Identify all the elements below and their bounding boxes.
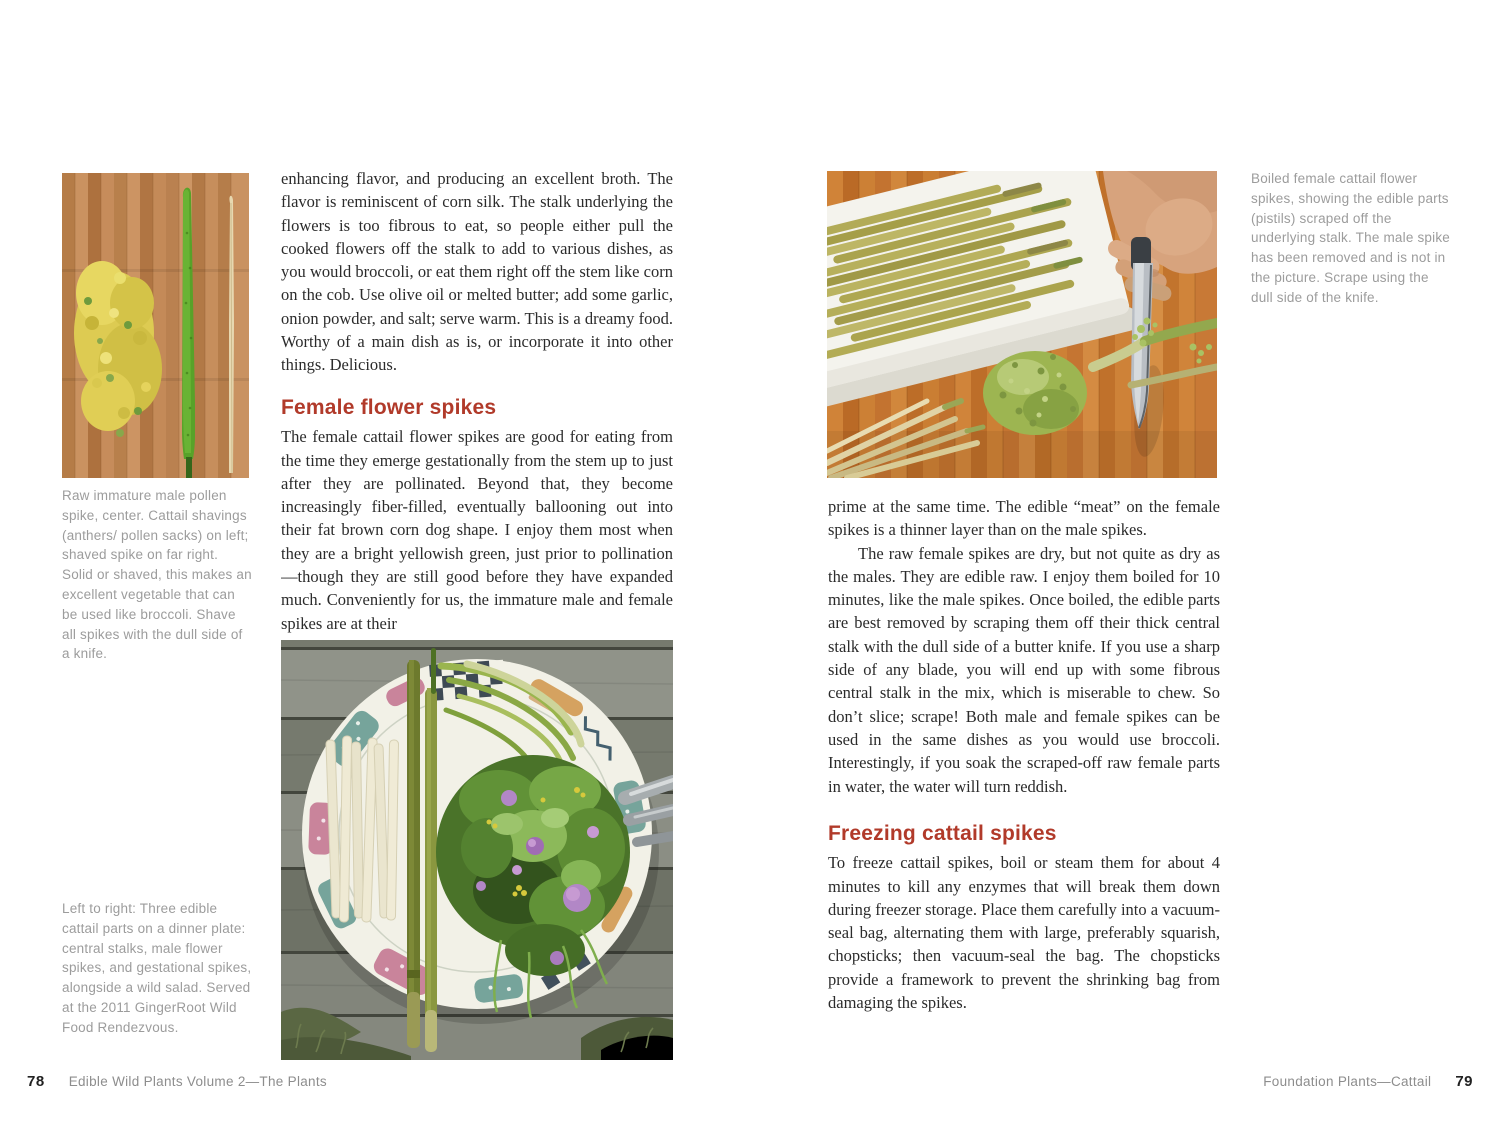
photo-male-pollen-spike <box>62 173 249 478</box>
footer-right <box>1263 1073 1473 1090</box>
heading-female-flower-spikes: Female flower spikes <box>281 396 497 419</box>
photo-scraping-spikes <box>827 171 1217 478</box>
photo-dinner-plate <box>281 640 673 1060</box>
footer-left <box>27 1073 327 1090</box>
caption-male-pollen-spike: Raw immature male pollen spike, center. Cattail shavings (anthers/ pollen sacks) on left; shaved spike on far right. Solid or shaved, this makes an excellent vegetable that can be used like broccoli. Shave all spikes with the dull side of a knife. <box>62 488 252 662</box>
scraping-photo-illustration <box>827 171 1217 478</box>
body-text-intro <box>281 167 673 397</box>
caption-scraping-spikes: Boiled female cattail flower spikes, showing the edible parts (pistils) scraped off the underlying stalk. The male spike has been removed and is not in the picture. Scrape using the dull side of the knife. <box>1251 171 1450 305</box>
body-text-female-spikes <box>281 396 673 636</box>
paragraph-raw-female: The raw female spikes are dry, but not quite as dry as the males. They are edible raw. I enjoy them boiled for 10 minutes, like the male spikes. Once boiled, the edible parts are best removed by scraping them off their thick central stalk with the dull side of a butter knife. If you use a sharp side of any blade, you will end up with some fibrous central stalk in the mix, which is miserable to chew. So don’t slice; scrape! Both male and female spikes can be used in the same dishes as you would use broccoli. Interestingly, if you soak the scraped-off raw female parts in water, the water will turn reddish. <box>828 543 1220 796</box>
heading-freezing-cattail-spikes: Freezing cattail spikes <box>828 822 1057 845</box>
running-title-right: Foundation Plants—Cattail <box>1263 1074 1432 1089</box>
caption-dinner-plate: Left to right: Three edible cattail parts on a dinner plate: central stalks, male flower spikes, and gestational spikes, alongside a wild salad. Served at the 2011 GingerRoot Wild Food Rendezvous. <box>62 901 252 1035</box>
body-text-freezing <box>828 822 1220 1032</box>
shaved-spike-stick <box>229 196 234 473</box>
dinner-plate-photo-illustration <box>281 640 673 1060</box>
page-number-right: 79 <box>1455 1073 1473 1090</box>
paragraph-prime: prime at the same time. The edible “meat” on the female spikes is a thinner layer than on the male spikes. <box>828 497 1220 540</box>
bamboo-board-photo-illustration <box>62 173 249 478</box>
paragraph-freezing: To freeze cattail spikes, boil or steam them for about 4 minutes to kill any enzymes that will break them down during freezer storage. Place them carefully into a vacuum-seal bag, alternating them with large, preferably squarish, chopsticks; then vacuum-seal the bag. The chopsticks provide a framework to prevent the shrinking bag from damaging the spikes. <box>828 853 1220 1013</box>
paragraph-intro: enhancing flavor, and producing an excellent broth. The flavor is reminiscent of corn silk. The stalk underlying the flowers is too fibrous to eat, so people either pull the cooked flowers off the stalk to add to various dishes, as you would broccoli, or eat them right off the stem like corn on the cob. Use olive oil or melted butter; add some garlic, onion powder, and salt; serve warm. This is a dreamy food. Worthy of a main dish as is, or incorporate it into other things. Delicious. <box>281 169 673 375</box>
paragraph-female-spikes: The female cattail flower spikes are good for eating from the time they emerge gestationally from the stem up to just after they are pollinated. Beyond that, they become increasingly fiber-filled, eventually ballooning out into their fat brown corn dog shape. I enjoy them most when they are a bright yellowish green, just prior to pollination—though they are still good before they have expanded much. Conveniently for us, the immature male and female spikes are at their <box>281 427 673 633</box>
body-text-prime <box>828 495 1220 821</box>
running-title-left: Edible Wild Plants Volume 2—The Plants <box>68 1074 327 1089</box>
page-number-left: 78 <box>27 1073 45 1090</box>
scraped-pile <box>983 351 1087 435</box>
